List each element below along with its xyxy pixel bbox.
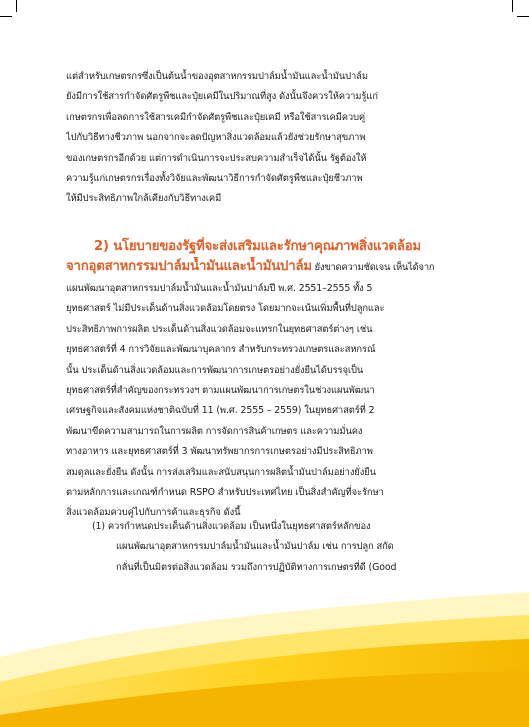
paragraph-line: ประสิทธิภาพการผลิต ประเด็นด้านสิ่งแวดล้อมจะแทรกในยุทธศาสตร์ต่างๆ เช่น [66, 323, 373, 335]
paragraph-line: พัฒนาขีดความสามารถในการผลิต การจัดการสินค้าเกษตร และความมั่นคง [66, 425, 363, 437]
paragraph-line: แต่สำหรับเกษตรกรซึ่งเป็นต้นน้ำของอุตสาหกรรมปาล์มน้ำมันและน้ำมันปาล์ม [66, 71, 368, 82]
paragraph-1 [66, 67, 470, 210]
heading-tail-text: ยังขาดความชัดเจน เห็นได้จาก [311, 262, 435, 274]
paragraph-line: ยุทธศาสตร์ ไม่มีประเด็นด้านสิ่งแวดล้อมโดยตรง โดยมากจะเน้นเพิ่มพื้นที่ปลูกและ [66, 303, 385, 315]
paragraph-line: เศรษฐกิจและสังคมแห่งชาติฉบับที่ 11 (พ.ศ. 2555 – 2559) ในยุทธศาสตร์ที่ 2 [66, 405, 375, 417]
heading-text-colored: จากอุตสาหกรรมปาล์มน้ำมันและน้ำมันปาล์ม [66, 259, 312, 275]
paragraph-line: สมดุลและยั่งยืน ดังนั้น การส่งเสริมและสนับสนุนการผลิตน้ำมันปาล์มอย่างยั่งยืน [66, 466, 376, 478]
list-item-line: กลั่นที่เป็นมิตรต่อสิ่งแวดล้อม รวมถึงการปฏิบัติทางการเกษตรที่ดี (Good [116, 561, 397, 573]
heading-text: 2) นโยบายของรัฐที่จะส่งเสริมและรักษาคุณภาพสิ่งแวดล้อม [94, 239, 421, 254]
paragraph-line: ยังมีการใช้สารกำจัดศัตรูพืชและปุ๋ยเคมีในปริมาณที่สูง ดังนั้นจึงควรให้ความรู้แก่ [66, 91, 378, 103]
list-item [92, 517, 472, 578]
paragraph-line: เกษตรกรเพื่อลดการใช้สารเคมีกำจัดศัตรูพืชและปุ๋ยเคมี หรือใช้สารเคมีควบคู่ [66, 111, 366, 123]
paragraph-line: ยุทธศาสตร์ที่ 4 การวิจัยและพัฒนาบุคลากร สำหรับกระทรวงเกษตรและสหกรณ์ [66, 344, 376, 356]
section-heading [66, 237, 470, 279]
heading-line-2 [66, 257, 470, 278]
crop-mark-top-left-h [0, 16, 12, 17]
paragraph-line: แผนพัฒนาอุตสาหกรรมปาล์มน้ำมันและน้ำมันปาล์มปี พ.ศ. 2551–2555 ทั้ง 5 [66, 283, 373, 294]
paragraph-line: ความรู้แก่เกษตรกรเรื่องทั้งวิจัยและพัฒนาวิธีการกำจัดศัตรูพืชและปุ๋ยชีวภาพ [66, 173, 363, 185]
paragraph-line: ให้มีประสิทธิภาพใกล้เคียงกับวิธีทางเคมี [66, 193, 222, 205]
list-item-line: แผนพัฒนาอุตสาหกรรมปาล์มน้ำมันและน้ำมันปาล์ม เช่น การปลูก สกัด [116, 541, 394, 553]
paragraph-line: ไปกับวิธีทางชีวภาพ นอกจากจะลดปัญหาสิ่งแวดล้อมแล้วยังช่วยรักษาสุขภาพ [66, 132, 366, 144]
crop-mark-top-right-h [517, 16, 529, 17]
paragraph-line: ทางอาหาร และยุทธศาสตร์ที่ 3 พัฒนาทรัพยากรการเกษตรอย่างมีประสิทธิภาพ [66, 446, 373, 458]
crop-mark-top-right [512, 0, 513, 12]
paragraph-line: ของเกษตรกรอีกด้วย แต่การดำเนินการจะประสบความสำเร็จได้นั้น รัฐต้องให้ [66, 152, 367, 164]
heading-line-1 [66, 237, 470, 257]
paragraph-2 [66, 279, 470, 524]
paragraph-line: สิ่งแวดล้อมควบคู่ไปกับการค้าและธุรกิจ ดังนี้ [66, 507, 241, 519]
paragraph-line: ตามหลักการและเกณฑ์กำหนด RSPO สำหรับประเทศไทย เป็นสิ่งสำคัญที่จะรักษา [66, 487, 384, 499]
decorative-swoosh [0, 587, 529, 727]
crop-mark-top-left [16, 0, 17, 12]
paragraph-line: นั้น ประเด็นด้านสิ่งแวดล้อมและการพัฒนาการเกษตรอย่างยั่งยืนได้บรรจุเป็น [66, 364, 364, 376]
list-item-line: (1) ควรกำหนดประเด็นด้านสิ่งแวดล้อม เป็นหนึ่งในยุทธศาสตร์หลักของ [92, 521, 371, 532]
paragraph-line: ยุทธศาสตร์ที่สำคัญของกระทรวงฯ ตามแผนพัฒนาการเกษตรในช่วงแผนพัฒนา [66, 385, 375, 397]
